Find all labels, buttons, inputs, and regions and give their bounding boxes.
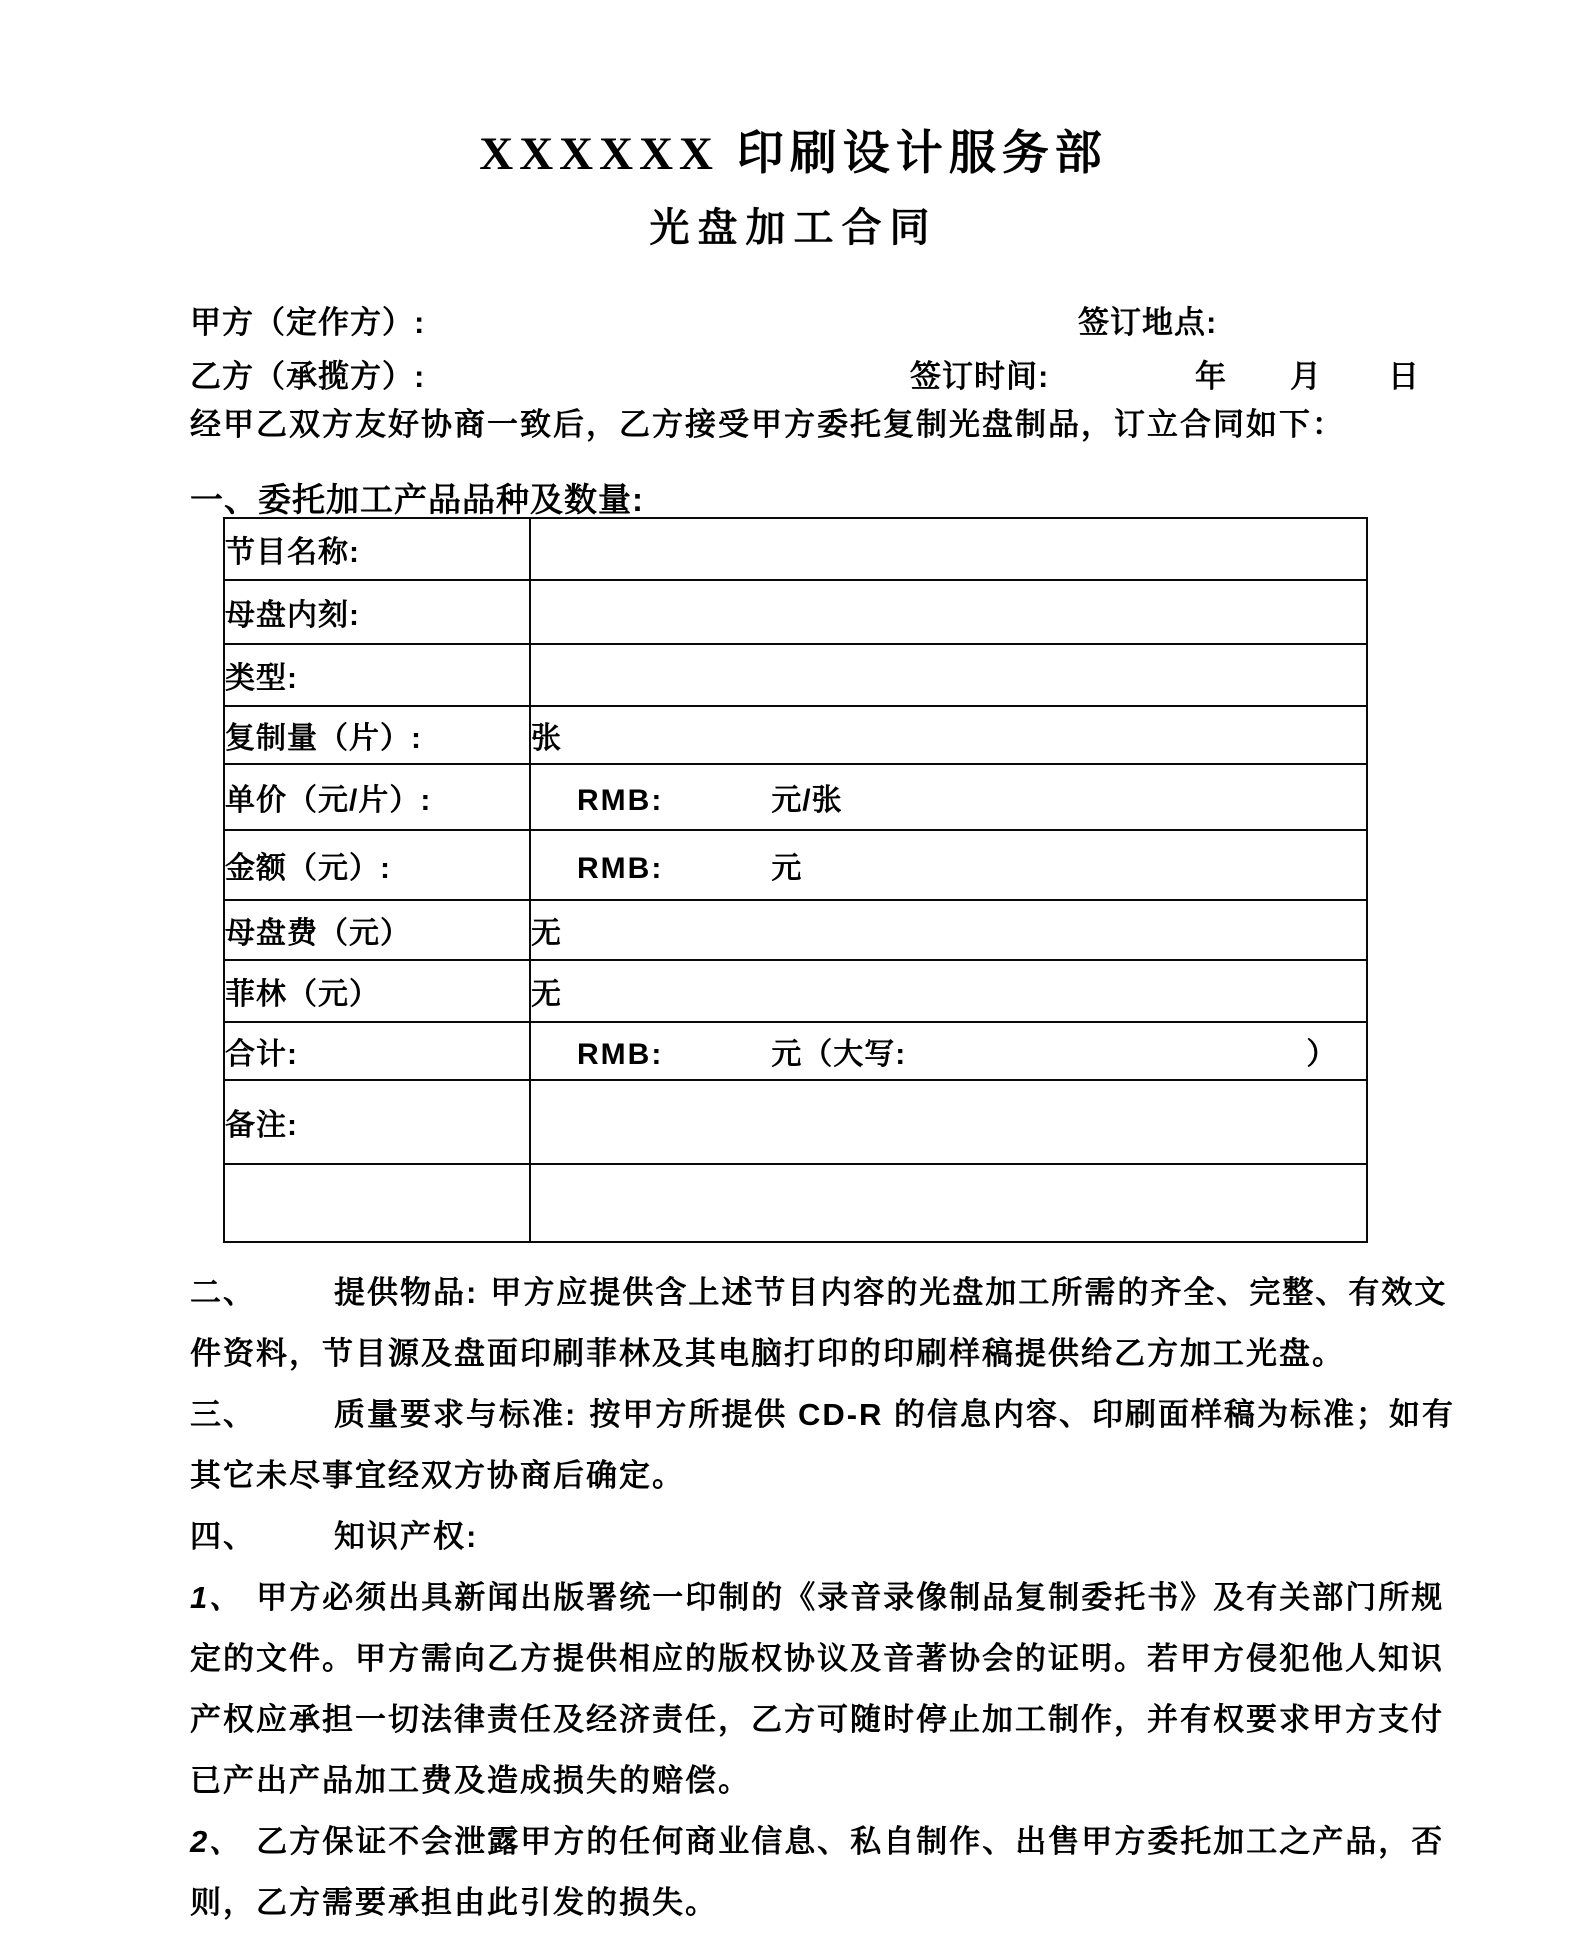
row-value-master-engrave [530,580,1367,644]
clause1-line1 [190,1567,1445,1628]
party-a-label: 甲方（定作方）: [190,305,426,340]
day-label: 日 [1388,359,1420,394]
section2-number: 二、 [190,1275,256,1310]
section3-text: 按甲方所提供 CD-R 的信息内容、印刷面样稿为标准；如有 [589,1397,1456,1432]
row-value-unit-price [530,764,1367,830]
row-label-film-fee: 菲林（元） [224,960,530,1022]
section3-line2: 其它未尽事宜经双方协商后确定。 [190,1458,685,1493]
clause1-line4: 已产出产品加工费及造成损失的赔偿。 [190,1763,751,1798]
table-row [224,1022,1367,1080]
currency-label: RMB: [577,1038,664,1071]
row-label-master-fee: 母盘费（元） [224,900,530,960]
row-label-program-name: 节目名称: [224,518,530,580]
month-label: 月 [1290,359,1322,394]
amount-unit: 元 [771,852,803,885]
row-label-empty [224,1164,530,1242]
row-value-remarks [530,1080,1367,1164]
contract-title: XXXXXX 印刷设计服务部 [479,128,1108,180]
clause2-text: 乙方保证不会泄露甲方的任何商业信息、私自制作、出售甲方委托加工之产品，否 [256,1824,1445,1859]
contract-clauses [190,1262,1456,1933]
table-row [224,580,1367,644]
row-label-remarks: 备注: [224,1080,530,1164]
section3-line1 [190,1384,1456,1445]
clause1-number: 1、 [190,1580,243,1615]
table-row [224,644,1367,706]
table-row [224,900,1367,960]
row-value-master-fee: 无 [530,900,1367,960]
section2-title: 提供物品: [334,1275,479,1310]
section3-title: 质量要求与标准: [334,1397,578,1432]
section2-text: 甲方应提供含上述节目内容的光盘加工所需的齐全、完整、有效文 [490,1275,1448,1310]
table-row [224,1080,1367,1164]
product-spec-table [223,517,1368,1243]
clause1-line2: 定的文件。甲方需向乙方提供相应的版权协议及音著协会的证明。若甲方侵犯他人知识 [190,1641,1444,1676]
row-label-type: 类型: [224,644,530,706]
section4-number: 四、 [190,1519,256,1554]
row-value-empty [530,1164,1367,1242]
table-row [224,518,1367,580]
row-value-total [530,1022,1367,1080]
section4-title: 知识产权: [334,1519,479,1554]
row-value-type [530,644,1367,706]
unit-price-unit: 元/张 [771,784,843,817]
year-label: 年 [1195,359,1227,394]
row-value-film-fee: 无 [530,960,1367,1022]
table-row [224,960,1367,1022]
row-label-master-engrave: 母盘内刻: [224,580,530,644]
section1-heading: 一、委托加工产品品种及数量: [190,481,644,518]
clause2-number: 2、 [190,1824,243,1859]
row-label-copy-quantity: 复制量（片）: [224,706,530,764]
contract-subtitle: 光盘加工合同 [649,205,938,250]
clause1-text: 甲方必须出具新闻出版署统一印制的《录音录像制品复制委托书》及有关部门所规 [256,1580,1445,1615]
currency-label: RMB: [577,784,664,817]
clause2-line2: 则，乙方需要承担由此引发的损失。 [190,1885,718,1920]
section4-heading [190,1506,1440,1567]
table-row [224,706,1367,764]
currency-label: RMB: [577,852,664,885]
row-value-amount [530,830,1367,900]
party-b-label: 乙方（承揽方）: [190,359,426,394]
row-value-copy-quantity: 张 [530,706,1367,764]
clause2-line1 [190,1811,1445,1872]
close-paren: ） [1306,1038,1338,1071]
section2-line2: 件资料，节目源及盘面印刷菲林及其电脑打印的印刷样稿提供给乙方加工光盘。 [190,1336,1345,1371]
intro-sentence: 经甲乙双方友好协商一致后，乙方接受甲方委托复制光盘制品，订立合同如下： [190,407,1345,442]
row-label-total: 合计: [224,1022,530,1080]
header-line-party-b [0,351,1587,395]
row-value-program-name [530,518,1367,580]
table-row [224,830,1367,900]
header-line-party-a [0,297,1587,341]
section2-line1 [190,1262,1448,1323]
table-row [224,1164,1367,1242]
row-label-amount: 金额（元）: [224,830,530,900]
table-row [224,764,1367,830]
section3-number: 三、 [190,1397,256,1432]
row-label-unit-price: 单价（元/片）: [224,764,530,830]
sign-time-label: 签订时间: [910,359,1050,394]
clause1-line3: 产权应承担一切法律责任及经济责任，乙方可随时停止加工制作，并有权要求甲方支付 [190,1702,1444,1737]
total-unit-capital-label: 元（大写: [771,1038,907,1071]
sign-place-label: 签订地点: [1078,305,1218,340]
